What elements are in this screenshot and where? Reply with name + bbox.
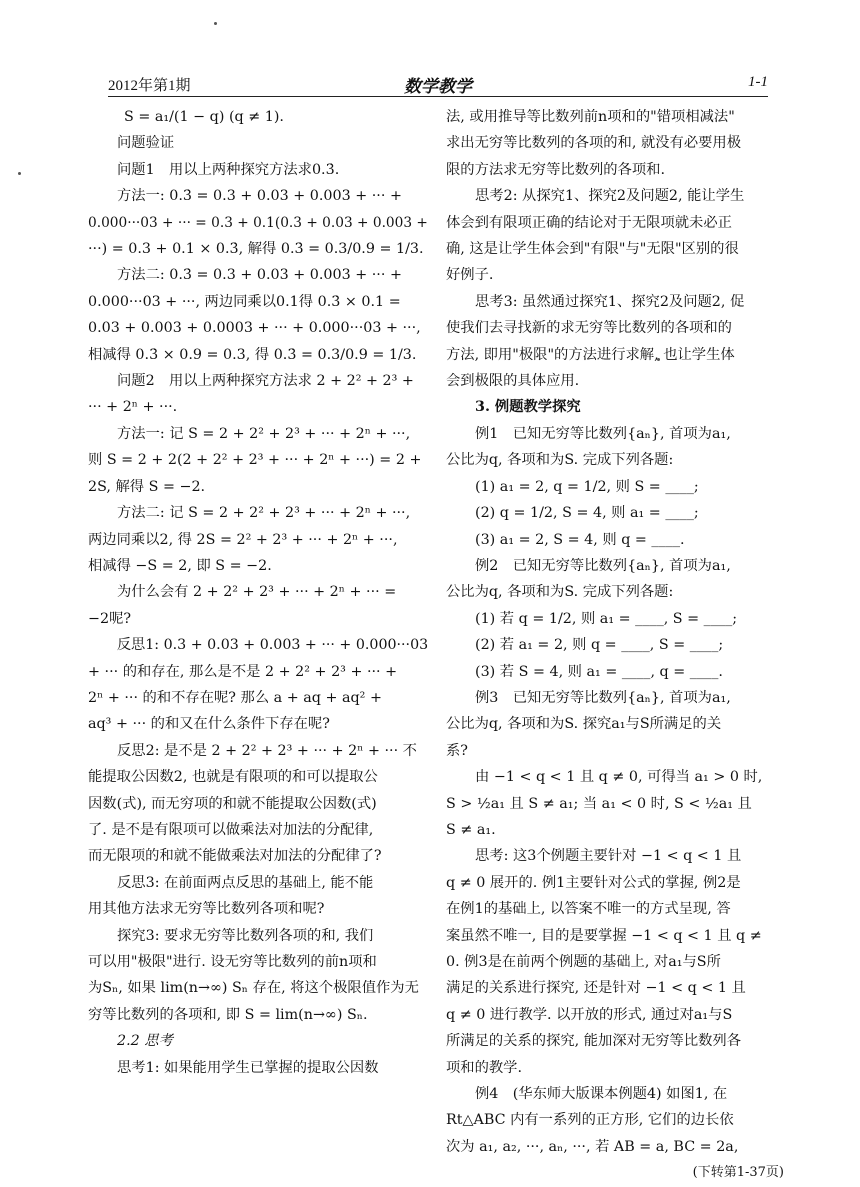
text-line: q ≠ 0 进行教学. 以开放的形式, 通过对a₁与S: [446, 1006, 733, 1023]
text-line: (下转第1-37页): [692, 1165, 784, 1181]
text-line: 探究3: 要求无穷等比数列各项的和, 我们: [117, 927, 374, 944]
right-column: [446, 104, 788, 1187]
text-line: (1) a₁ = 2, q = 1/2, 则 S = ____;: [475, 478, 699, 495]
text-line: 例1 已知无穷等比数列{aₙ}, 首项为a₁,: [475, 425, 731, 442]
text-line: 反思2: 是不是 2 + 2² + 2³ + ··· + 2ⁿ + ··· 不: [117, 742, 417, 759]
text-line: 方法, 即用"极限"的方法进行求解, 也让学生体: [446, 346, 735, 363]
text-line: 3. 例题教学探究: [475, 399, 581, 416]
text-line: 案虽然不唯一, 目的是要掌握 −1 < q < 1 且 q ≠: [446, 927, 762, 944]
text-line: 方法一: 记 S = 2 + 2² + 2³ + ··· + 2ⁿ + ···,: [117, 425, 411, 442]
text-line: 0.000···03 + ··· = 0.3 + 0.1(0.3 + 0.03 + 0.003 +: [88, 214, 428, 231]
text-line: 为Sₙ, 如果 lim(n→∞) Sₙ 存在, 将这个极限值作为无: [88, 980, 419, 997]
text-line: 而无限项的和就不能做乘法对加法的分配律了?: [88, 848, 382, 865]
text-line: Rt△ABC 内有一系列的正方形, 它们的边长依: [446, 1112, 734, 1129]
text-line: 问题验证: [117, 135, 175, 152]
text-line: 0.03 + 0.003 + 0.0003 + ··· + 0.000···03 + ···,: [88, 320, 421, 337]
text-line: 为什么会有 2 + 2² + 2³ + ··· + 2ⁿ + ··· =: [117, 584, 397, 601]
text-line: 确, 这是让学生体会到"有限"与"无限"区别的很: [446, 241, 739, 258]
text-line: 2.2 思考: [117, 1033, 173, 1050]
text-line: 问题1 用以上两种探究方法求0.3̇.: [117, 161, 340, 178]
text-line: ··· + 2ⁿ + ···.: [88, 399, 178, 416]
text-line: S > ½a₁ 且 S ≠ a₁; 当 a₁ < 0 时, S < ½a₁ 且: [446, 795, 752, 812]
text-line: 思考: 这3个例题主要针对 −1 < q < 1 且: [475, 848, 742, 865]
text-line: 求出无穷等比数列的各项的和, 就没有必要用极: [446, 135, 742, 152]
text-line: 所满足的关系的探究, 能加深对无穷等比数列各: [446, 1033, 742, 1050]
text-line: 了. 是不是有限项可以做乘法对加法的分配律,: [88, 821, 374, 838]
text-line: −2呢?: [88, 610, 132, 627]
text-line: 用其他方法求无穷等比数列各项和呢?: [88, 901, 325, 918]
text-line: 次为 a₁, a₂, ···, aₙ, ···, 若 AB = a, BC = 2a,: [446, 1138, 739, 1155]
text-line: 好例子.: [446, 267, 494, 284]
text-line: 问题2 用以上两种探究方法求 2 + 2² + 2³ +: [117, 373, 414, 390]
text-line: 0. 例3是在前两个例题的基础上, 对a₁与S所: [446, 954, 721, 970]
text-line: 两边同乘以2, 得 2S = 2² + 2³ + ··· + 2ⁿ + ···,: [88, 531, 398, 548]
text-line: 思考2: 从探究1、探究2及问题2, 能让学生: [475, 188, 745, 205]
issue-label: 2012年第1期: [108, 78, 191, 94]
text-line: 法, 或用推导等比数列前n项和的"错项相减法": [446, 109, 735, 125]
text-line: 2S, 解得 S = −2.: [88, 478, 206, 495]
text-line: 思考1: 如果能用学生已掌握的提取公因数: [117, 1059, 379, 1076]
text-line: 则 S = 2 + 2(2 + 2² + 2³ + ··· + 2ⁿ + ···) = 2 +: [88, 452, 422, 469]
text-line: (3) a₁ = 2, S = 4, 则 q = ____.: [475, 531, 685, 548]
text-line: 方法二: 记 S = 2 + 2² + 2³ + ··· + 2ⁿ + ···,: [117, 505, 411, 522]
text-line: 例3 已知无穷等比数列{aₙ}, 首项为a₁,: [475, 689, 731, 706]
running-header: [108, 74, 768, 97]
text-line: 方法二: 0.3̇ = 0.3 + 0.03 + 0.003 + ··· +: [117, 267, 402, 284]
text-line: S = a₁/(1 − q) (q ≠ 1).: [124, 109, 284, 125]
text-line: 因数(式), 而无穷项的和就不能提取公因数(式): [88, 795, 377, 812]
text-line: 在例1的基础上, 以答案不唯一的方式呈现, 答: [446, 901, 731, 918]
text-line: 公比为q, 各项和为S. 完成下列各题:: [446, 452, 674, 469]
text-line: 相减得 −S = 2, 即 S = −2.: [88, 557, 272, 574]
text-line: 2ⁿ + ··· 的和不存在呢? 那么 a + aq + aq² +: [88, 689, 382, 706]
text-line: q ≠ 0 展开的. 例1主要针对公式的掌握, 例2是: [446, 874, 741, 891]
text-line: 方法一: 0.3̇ = 0.3 + 0.03 + 0.003 + ··· +: [117, 188, 402, 205]
page-number: 1-1: [748, 74, 768, 90]
text-line: 系?: [446, 742, 468, 759]
journal-title: 数学教学: [404, 77, 472, 97]
left-column: [88, 104, 428, 1081]
text-line: 反思3: 在前面两点反思的基础上, 能不能: [117, 874, 374, 891]
text-line: 相减得 0.3̇ × 0.9 = 0.3, 得 0.3̇ = 0.3/0.9 = 1/3.: [88, 346, 417, 363]
text-line: (2) q = 1/2, S = 4, 则 a₁ = ____;: [475, 505, 699, 522]
text-line: 思考3: 虽然通过探究1、探究2及问题2, 促: [475, 293, 745, 310]
text-line: 体会到有限项正确的结论对于无限项就未必正: [446, 214, 732, 231]
text-line: 能提取公因数2, 也就是有限项的和可以提取公: [88, 769, 378, 786]
text-line: 0.000···03 + ···, 两边同乘以0.1得 0.3̇ × 0.1 =: [88, 293, 401, 310]
text-line: 穷等比数列的各项和, 即 S = lim(n→∞) Sₙ.: [88, 1006, 368, 1023]
text-line: 限的方法求无穷等比数列的各项和.: [446, 161, 665, 178]
text-line: (3) 若 S = 4, 则 a₁ = ____, q = ____.: [475, 663, 723, 680]
text-line: 会到极限的具体应用.: [446, 373, 580, 390]
text-line: 由 −1 < q < 1 且 q ≠ 0, 可得当 a₁ > 0 时,: [475, 769, 763, 786]
text-line: 公比为q, 各项和为S. 完成下列各题:: [446, 584, 674, 601]
text-line: 反思1: 0.3 + 0.03 + 0.003 + ··· + 0.000···03: [116, 637, 429, 654]
text-line: 公比为q, 各项和为S. 探究a₁与S所满足的关: [446, 716, 722, 733]
text-line: 例4 (华东师大版课本例题4) 如图1, 在: [475, 1086, 728, 1103]
text-line: + ··· 的和存在, 那么是不是 2 + 2² + 2³ + ··· +: [88, 663, 398, 680]
text-line: S ≠ a₁.: [446, 821, 496, 838]
print-speck: [18, 172, 21, 175]
text-line: 项和的教学.: [446, 1059, 523, 1076]
text-line: 例2 已知无穷等比数列{aₙ}, 首项为a₁,: [475, 557, 731, 574]
text-line: (2) 若 a₁ = 2, 则 q = ____, S = ____;: [475, 637, 724, 654]
text-line: aq³ + ··· 的和又在什么条件下存在呢?: [88, 716, 330, 733]
text-line: 满足的关系进行探究, 还是针对 −1 < q < 1 且: [446, 980, 746, 997]
text-line: 使我们去寻找新的求无穷等比数列的各项和的: [446, 320, 732, 337]
text-line: 可以用"极限"进行. 设无穷等比数列的前n项和: [88, 954, 377, 970]
print-speck: [214, 22, 217, 25]
text-line: (1) 若 q = 1/2, 则 a₁ = ____, S = ____;: [475, 610, 738, 627]
text-line: ···) = 0.3 + 0.1 × 0.3̇, 解得 0.3̇ = 0.3/0.9 = 1/3.: [88, 241, 424, 258]
